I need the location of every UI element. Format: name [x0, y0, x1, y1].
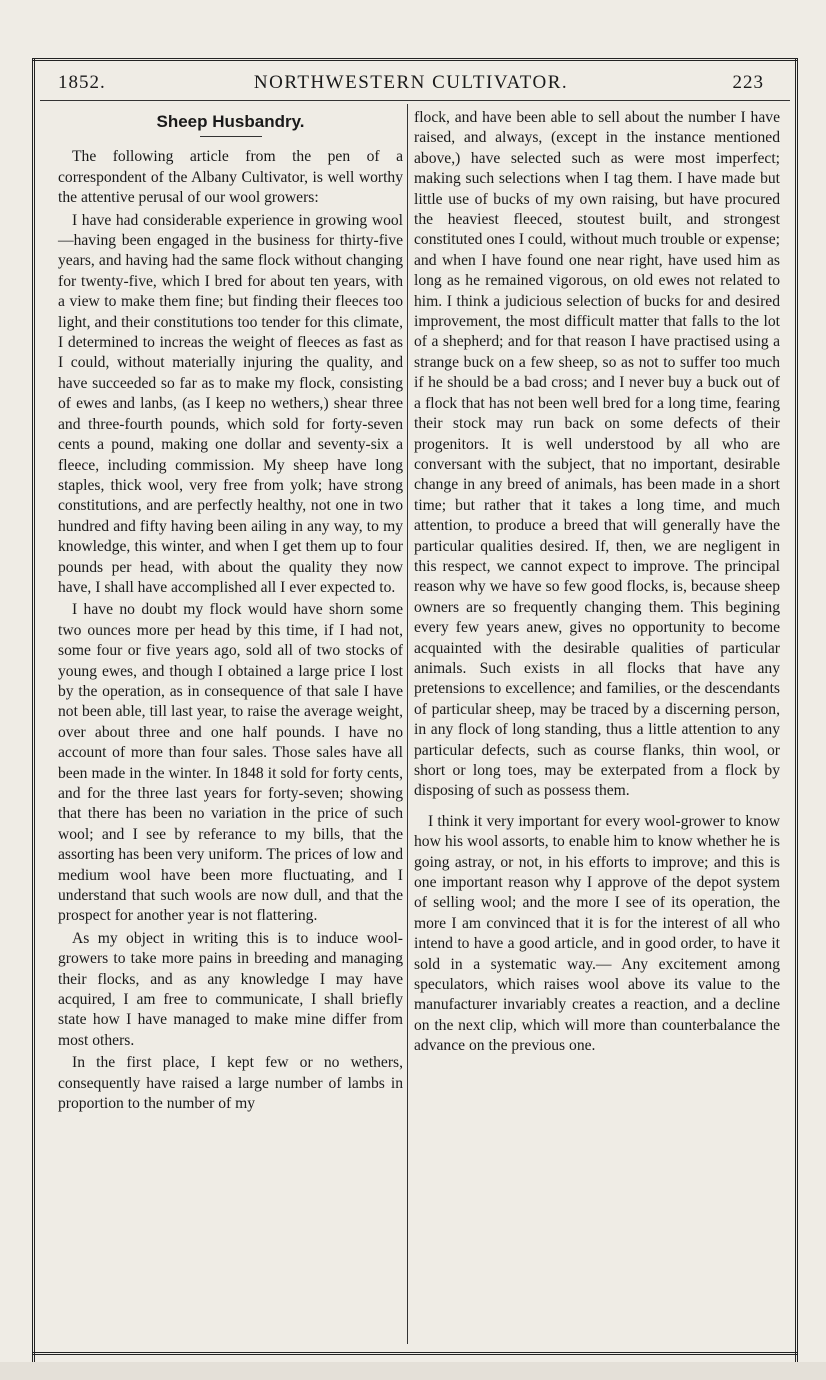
publication-title: NORTHWESTERN CULTIVATOR.	[253, 72, 569, 93]
paragraph-experience: I have had considerable experience in growing wool—having been engaged in the business for thirty-five years, and having had the same flock without changing for twenty-five, which I bred for about ten years, with a view to make them fine; but finding their fleeces too light, and their constitutions too tender for this climate, I determined to increas the weight of fleeces as fast as I could, without materially injuring the quality, and have succeeded so far as to make my flock, consisting of ewes and lanbs, (as I keep no wethers,) shear three and three-fourth pounds, which sold for forty-seven cents a pound, making one dollar and seventy-six a fleece, including commission. My sheep have long staples, thick wool, very free from yolk; have strong constitutions, and are perfectly healthy, not one in two hundred and fifty having been ailing in any way, to my knowledge, this winter, and when I get them up to four pounds per head, with about the quality they now have, I shall have accomplished all I ever expected to.	[58, 211, 403, 596]
paragraph-first-place: In the first place, I kept few or no wethers, consequently have raised a large number of lambs in proportion to the number of my	[58, 1054, 403, 1113]
page-year: 1852.	[58, 72, 106, 93]
bottom-rule	[32, 1352, 798, 1355]
header-rule	[40, 100, 790, 101]
left-column	[58, 108, 403, 1117]
paragraph-sales: I have no doubt my flock would have shorn some two ounces more per head by this time, if I had not, some four or five years ago, sold all of two stocks of young ewes, and though I obtained a large price I lost by the operation, as in consequence of that sale I have not been able, till last year, to raise the average weight, over about three and one half pounds. I have no account of more than four sales. Those sales have all been made in the winter. In 1848 it sold for forty cents, and for the three last years for forty-seven; showing that there has been no variation in the price of such wool; and I see by referance to my bills, that the assorting has been very uniform. The prices of low and medium wool have been more fluctuating, and I understand that such wools are now dull, and that the prospect for another year is not flattering.	[58, 601, 403, 925]
paragraph-object: As my object in writing this is to induce wool-growers to take more pains in breeding and managing their flocks, and as any knowledge I may have acquired, I am free to communicate, I shall briefly state how I have managed to make mine differ from most others.	[58, 929, 403, 1049]
top-rule	[32, 58, 798, 61]
column-divider	[407, 104, 408, 1344]
heading-rule	[200, 136, 262, 137]
article-heading: Sheep Husbandry.	[156, 112, 305, 131]
page-bottom-edge	[0, 1362, 826, 1380]
paragraph-depot-system: I think it very important for every wool-grower to know how his wool assorts, to enable him to know whether he is going astray, or not, in his efforts to improve; and this is one important reason why I approve of the depot system of selling wool; and the more I see of its operation, the more I am convinced that it is for the interest of all who intend to have a good article, and in good order, to have it sold in a systematic way.— Any excitement among speculators, which raises wool above its value to the manufacturer invariably creates a reaction, and a decline on the next clip, which will more than counterbalance the advance on the previous one.	[414, 812, 780, 1055]
page-header	[58, 72, 764, 102]
paragraph-intro: The following article from the pen of a correspondent of the Albany Cultivator, is well worthy the attentive perusal of our wool growers:	[58, 148, 403, 207]
page-number: 223	[732, 72, 764, 93]
right-column	[414, 108, 780, 1059]
paragraph-continued: flock, and have been able to sell about the number I have raised, and always, (except in the instance mentioned above,) have selected such as were most imperfect; making such selections when I tag them. I have made but little use of bucks of my own raising, but have procured the heaviest fleeced, stoutest built, and strongest constituted ones I could, without much trouble or expense; and when I have found one near right, have used him as long as he remained vigorous, on old ewes not related to him. I think a judicious selection of bucks for and desired improvement, the most difficult matter that falls to the lot of a shepherd; and for that reason I have practised using a strange buck on a few sheep, so as not to suffer too much if he should be a bad cross; and I never buy a buck out of a flock that has not been well bred for a long time, fearing their stock may run back on some defects of their progenitors. It is well understood by all who are conversant with the subject, that no important, desirable change in any breed of animals, has been made in a short time; but rather that it takes a long time, and much attention, to produce a breed that will generally have the particular qualities desired. If, then, we are negligent in this respect, we cannot expect to improve. The principal reason why we have so few good flocks, is, because sheep owners are so frequently changing them. This begining every few years anew, gives no opportunity to become acquainted with the desirable qualities of particular animals. Such exists in all flocks that have any pretensions to excellence; and families, or the descendants of particular sheep, may be traced by a discerning person, in any flock of long standing, thus a little attention to any particular defects, such as course flanks, thin wool, or short or long toes, may be exterpated from a flock by disposing of such as possess them.	[414, 109, 780, 800]
